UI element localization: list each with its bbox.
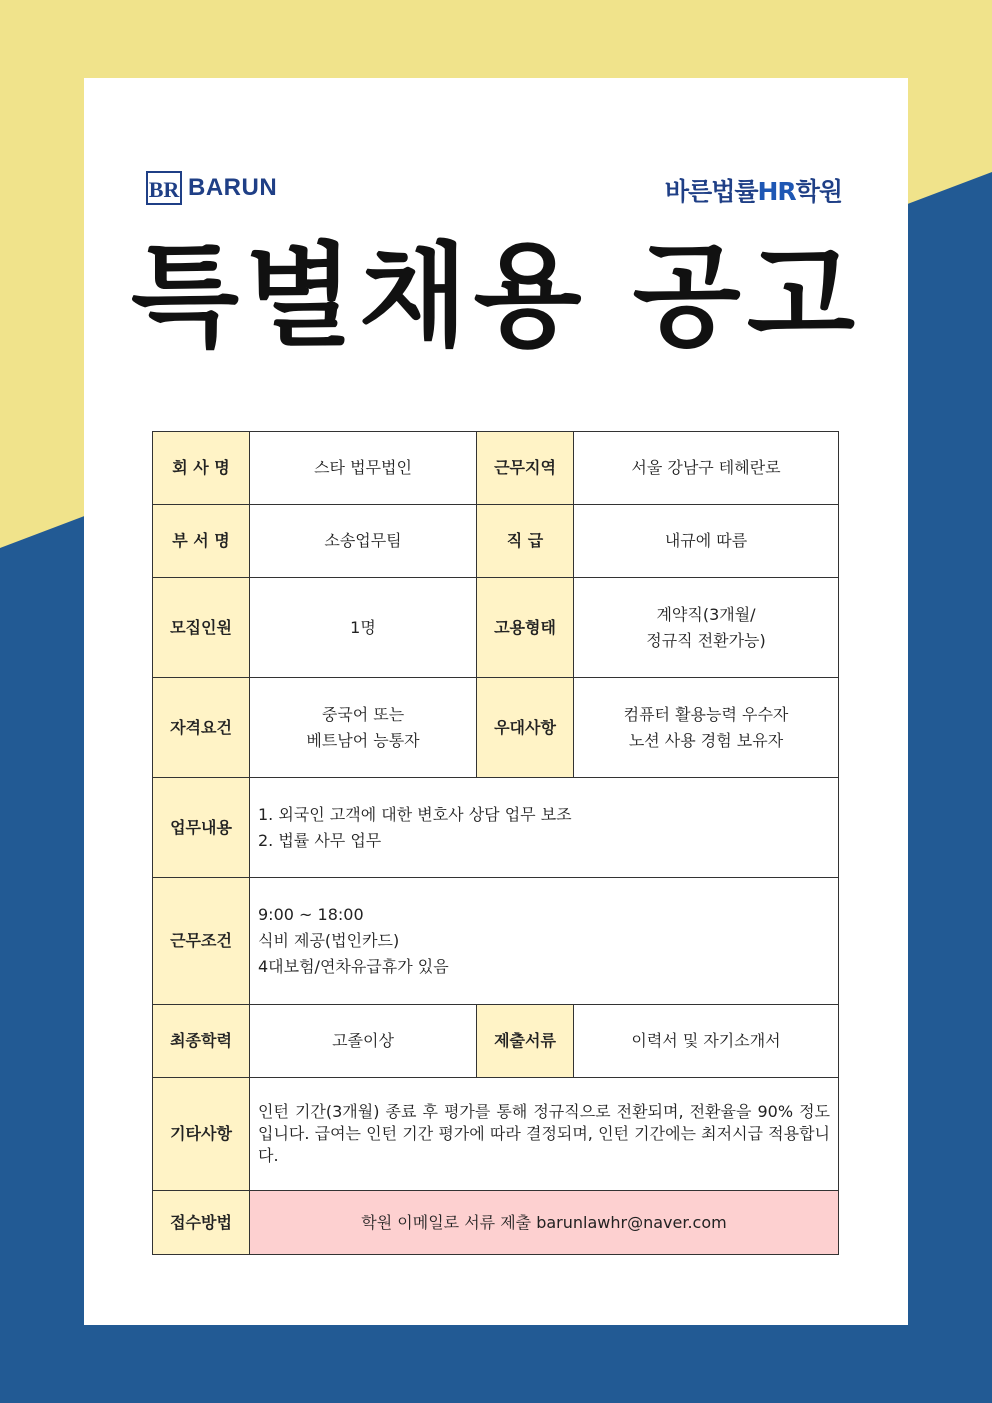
- department-label: 부 서 명: [153, 505, 250, 578]
- duties-value: [250, 778, 839, 878]
- table-row: [153, 505, 839, 578]
- headcount-value: 1명: [250, 578, 477, 678]
- table-row: [153, 1191, 839, 1255]
- qualification-line-1: 중국어 또는: [321, 704, 405, 724]
- etc-value: 인턴 기간(3개월) 종료 후 평가를 통해 정규직으로 전환되며, 전환율을 90% 정도입니다. 급여는 인턴 기간 평가에 따라 결정되며, 인턴 기간에는 최저시급 적용합니다.: [250, 1078, 839, 1191]
- academy-logo-hr: HR: [757, 177, 796, 206]
- barun-logo-text: BARUN: [188, 174, 278, 201]
- preference-label: 우대사항: [477, 678, 574, 778]
- conditions-line-1: 9:00 ~ 18:00: [258, 905, 364, 924]
- apply-value: 학원 이메일로 서류 제출 barunlawhr@naver.com: [250, 1191, 839, 1255]
- qualification-label: 자격요건: [153, 678, 250, 778]
- job-info-table: [152, 431, 839, 1255]
- location-label: 근무지역: [477, 432, 574, 505]
- employment-line-2: 정규직 전환가능): [646, 630, 766, 650]
- education-label: 최종학력: [153, 1005, 250, 1078]
- table-row: [153, 678, 839, 778]
- education-value: 고졸이상: [250, 1005, 477, 1078]
- conditions-line-2: 식비 제공(법인카드): [258, 931, 400, 950]
- conditions-label: 근무조건: [153, 878, 250, 1005]
- rank-value: 내규에 따름: [574, 505, 839, 578]
- company-label: 회 사 명: [153, 432, 250, 505]
- preference-value: [574, 678, 839, 778]
- table-row: [153, 432, 839, 505]
- table-row: [153, 1005, 839, 1078]
- employment-value: [574, 578, 839, 678]
- table-row: [153, 778, 839, 878]
- duties-line-1: 1. 외국인 고객에 대한 변호사 상담 업무 보조: [258, 804, 572, 824]
- employment-label: 고용형태: [477, 578, 574, 678]
- barun-logo: [146, 170, 277, 206]
- academy-logo-suffix: 학원: [795, 177, 842, 206]
- qualification-line-2: 베트남어 능통자: [306, 730, 420, 750]
- svg-text:BR: BR: [148, 177, 180, 202]
- documents-value: 이력서 및 자기소개서: [574, 1005, 839, 1078]
- employment-line-1: 계약직(3개월/: [656, 604, 756, 624]
- company-value: 스타 법무법인: [250, 432, 477, 505]
- qualification-value: [250, 678, 477, 778]
- br-logo-mark-icon: [146, 171, 182, 205]
- duties-line-2: 2. 법률 사무 업무: [258, 830, 382, 850]
- conditions-line-3: 4대보험/연차유급휴가 있음: [258, 957, 449, 976]
- conditions-value: [250, 878, 839, 1005]
- location-value: 서울 강남구 테헤란로: [574, 432, 839, 505]
- academy-logo-prefix: 바른법률: [664, 177, 758, 206]
- preference-line-1: 컴퓨터 활용능력 우수자: [623, 704, 789, 724]
- preference-line-2: 노션 사용 경험 보유자: [628, 730, 784, 750]
- rank-label: 직 급: [477, 505, 574, 578]
- department-value: 소송업무팀: [250, 505, 477, 578]
- table-row: [153, 878, 839, 1005]
- etc-label: 기타사항: [153, 1078, 250, 1191]
- documents-label: 제출서류: [477, 1005, 574, 1078]
- academy-logo: [665, 172, 842, 208]
- page-title: 특별채용 공고: [130, 232, 862, 362]
- table-row: [153, 1078, 839, 1191]
- headcount-label: 모집인원: [153, 578, 250, 678]
- apply-label: 접수방법: [153, 1191, 250, 1255]
- duties-label: 업무내용: [153, 778, 250, 878]
- table-row: [153, 578, 839, 678]
